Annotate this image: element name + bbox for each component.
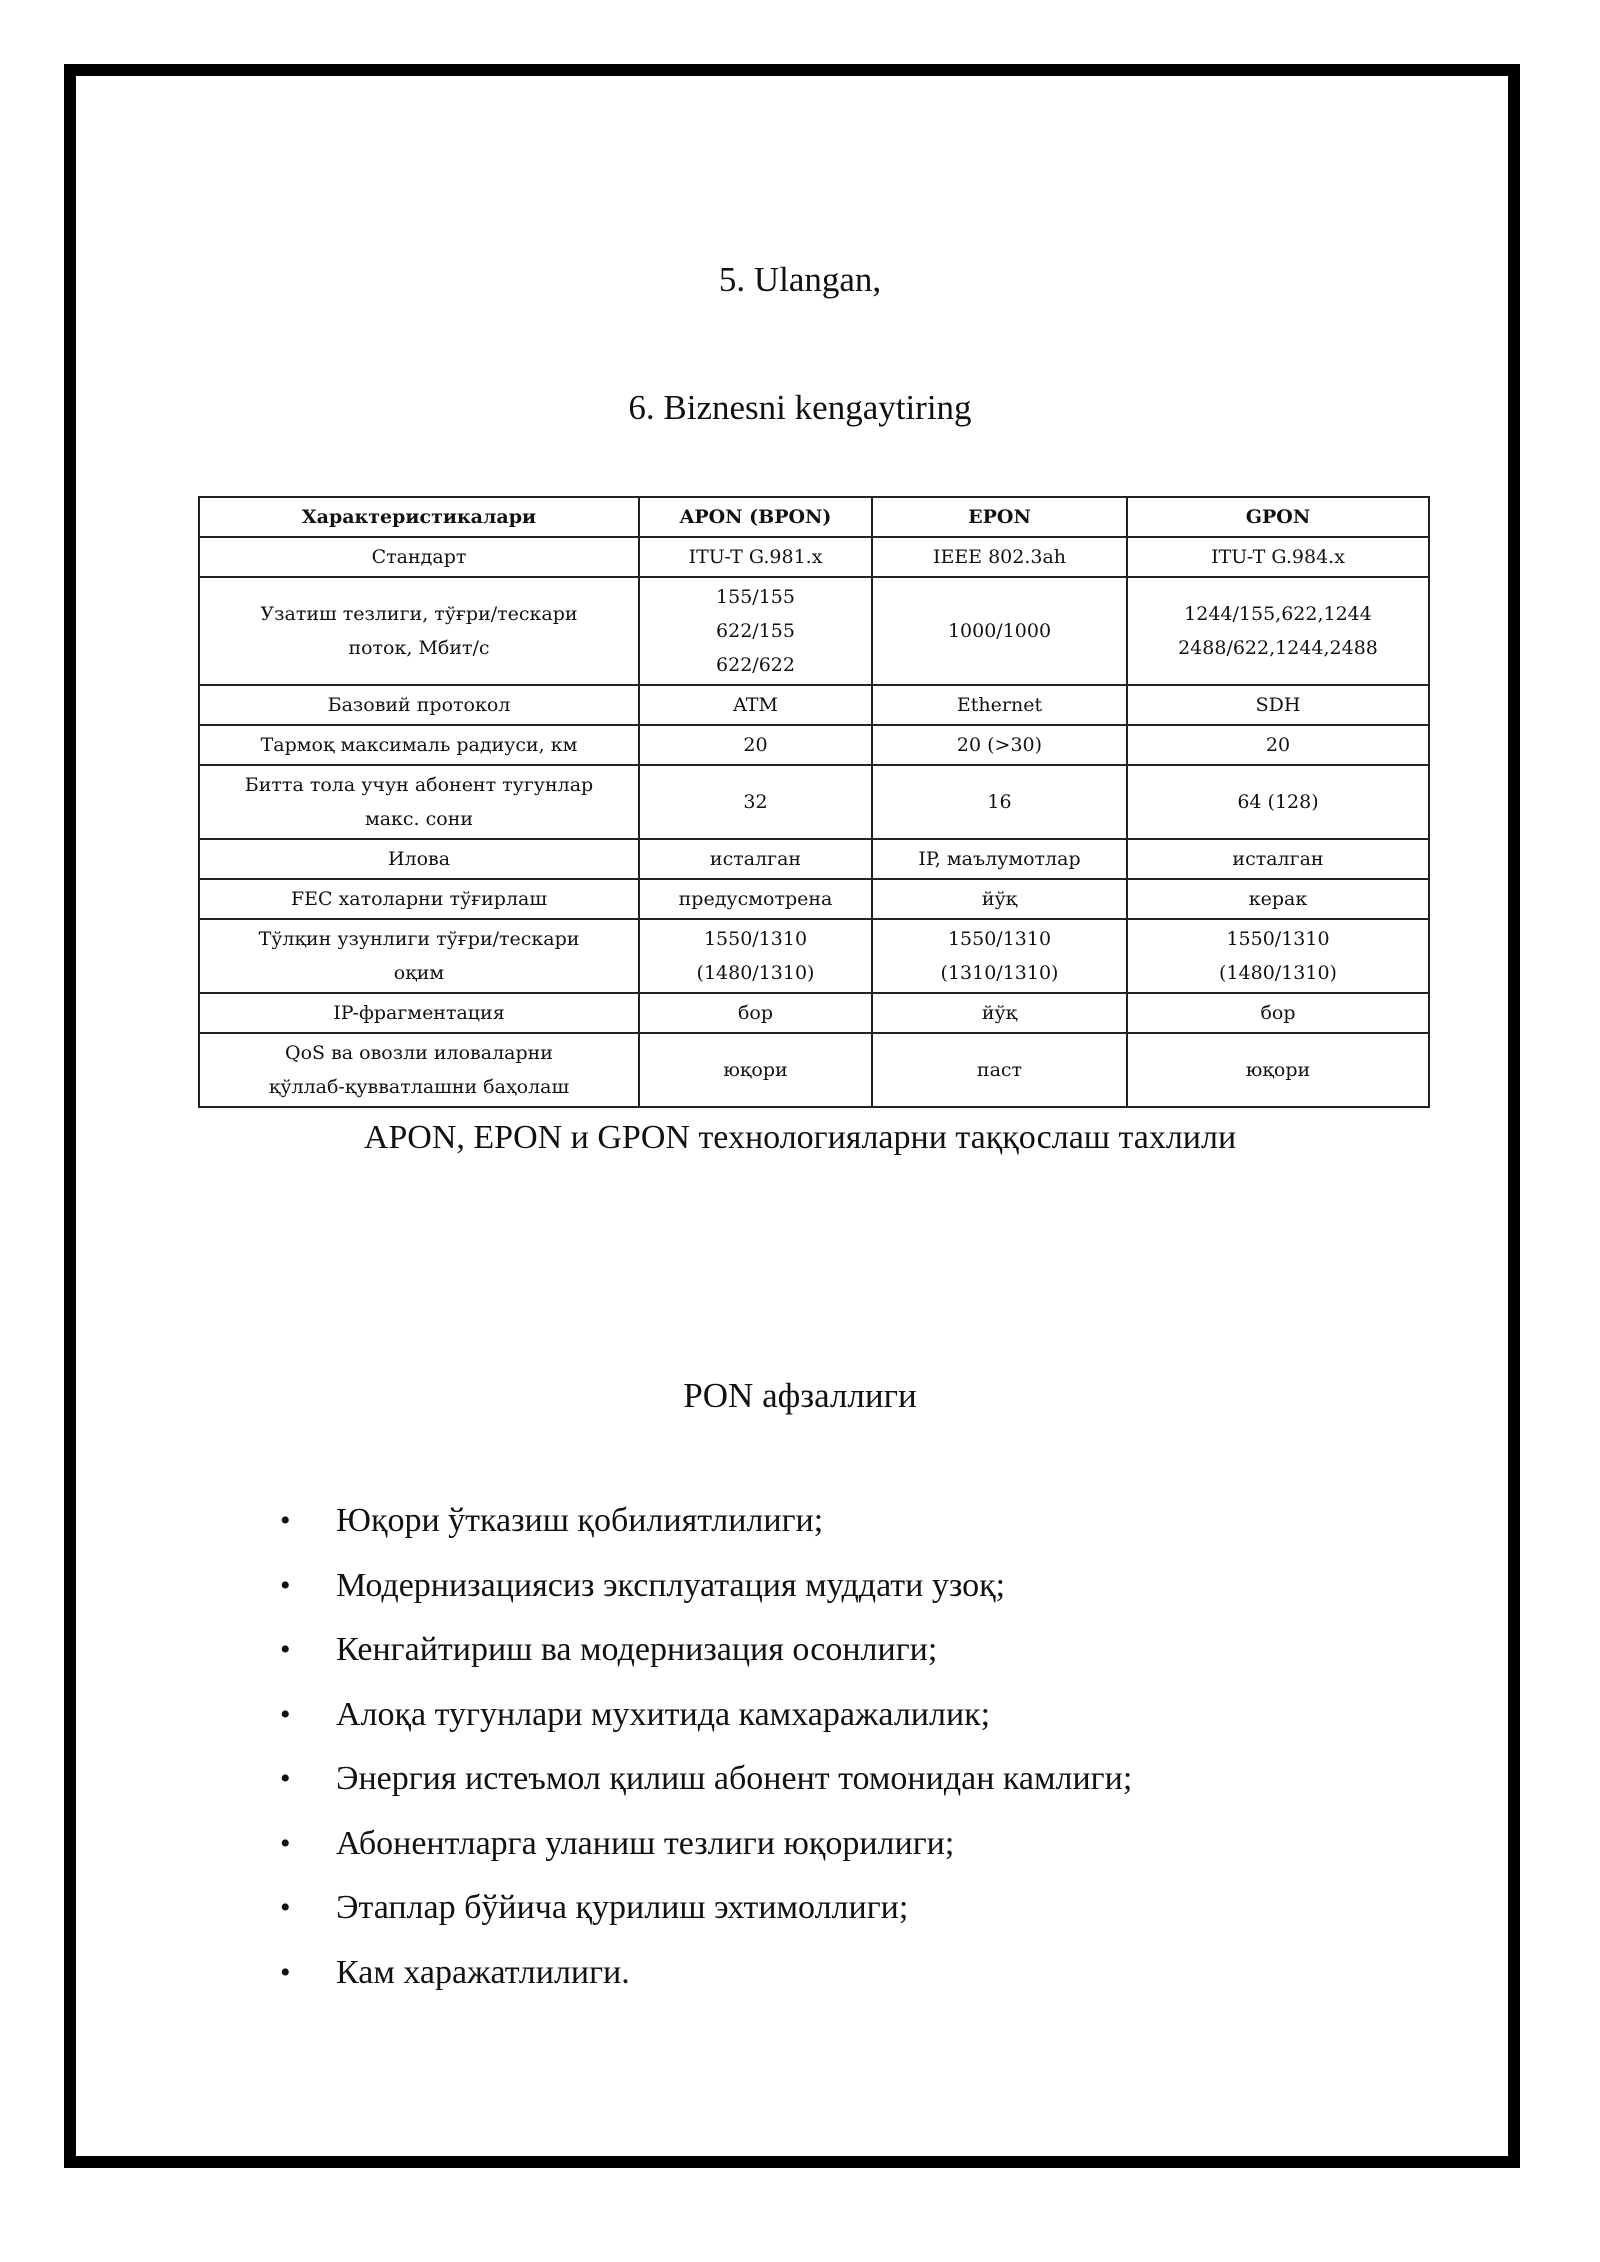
cell-text: Базовий протокол [327,694,511,716]
list-item-text: Кам харажатлилиги. [336,1953,630,1991]
cell-text: 622/155 [716,620,795,642]
table-header-row [199,497,1429,537]
list-item-text: Юқори ўтказиш қобилиятлилиги; [336,1502,824,1539]
header-gpon: GPON [1127,497,1429,537]
bullet-icon: • [280,1568,291,1602]
epon-value [872,1033,1127,1107]
table-row [199,685,1429,725]
list-item [280,1625,1132,1690]
epon-value [872,725,1127,765]
cell-text: 622/622 [716,654,795,676]
cell-text: (1480/1310) [1219,962,1337,984]
cell-text: Ethernet [956,694,1043,716]
cell-text: исталган [709,848,802,870]
cell-text: 20 [743,734,768,756]
list-item [280,1496,1132,1561]
cell-text: 1550/1310 [947,928,1052,950]
gpon-value [1127,919,1429,993]
cell-text: IP, маълумотлар [918,848,1081,870]
cell-text: QoS ва овозли иловаларни [285,1042,553,1064]
cell-text: исталган [1232,848,1324,870]
row-label [199,577,639,685]
gpon-value [1127,577,1429,685]
bullet-icon: • [280,1633,291,1666]
row-label [199,1033,639,1107]
epon-value [872,577,1127,685]
gpon-value [1127,725,1429,765]
cell-text: Битта тола учун абонент тугунлар [244,774,594,796]
row-label [199,919,639,993]
cell-text: Тармоқ максималь радиуси, км [260,734,578,756]
cell-text: 155/155 [716,586,795,608]
table-body [199,537,1429,1107]
row-label [199,725,639,765]
header-epon: EPON [872,497,1127,537]
cell-text: йўқ [981,888,1018,910]
apon-value [639,685,872,725]
header-characteristics: Характеристикалари [199,497,639,537]
list-item [280,1561,1132,1626]
epon-value [872,765,1127,839]
list-item-text: Кенгайтириш ва модернизация осонлиги; [336,1631,938,1668]
cell-text: Стандарт [371,546,467,568]
cell-text: IEEE 802.3ah [932,546,1067,568]
cell-text: 20 [1265,734,1291,756]
cell-text: йўқ [981,1002,1018,1024]
bullet-icon: • [280,1955,291,1989]
comparison-table [198,496,1430,1108]
list-item [280,1690,1132,1755]
cell-text: 16 [987,791,1012,813]
epon-value [872,839,1127,879]
epon-value [872,685,1127,725]
cell-text: ITU-T G.984.x [1211,546,1345,568]
cell-text: 64 (128) [1237,791,1319,813]
list-item [280,1819,1132,1884]
cell-text: оқим [393,962,445,984]
cell-text: 32 [743,791,768,813]
gpon-value [1127,993,1429,1033]
cell-text: 1244/155,622,1244 [1184,603,1372,625]
cell-text: Узатиш тезлиги, тўғри/тескари [260,603,578,625]
list-item [280,1754,1132,1819]
list-item [280,1883,1132,1948]
apon-value [639,537,872,577]
apon-value [639,765,872,839]
cell-text: 1550/1310 [703,928,808,950]
cell-text: IP-фрагментация [333,1002,505,1024]
row-label [199,879,639,919]
bullet-icon: • [280,1891,291,1924]
bullet-icon: • [280,1504,291,1537]
epon-value [872,879,1127,919]
cell-text: бор [1260,1002,1296,1024]
table-row [199,577,1429,685]
header-apon: APON (BPON) [639,497,872,537]
table-row [199,919,1429,993]
table-row [199,765,1429,839]
cell-text: FEC хатоларни тўғирлаш [290,888,548,910]
apon-value [639,993,872,1033]
list-item-text: Этаплар бўйича қурилиш эхтимоллиги; [336,1889,909,1926]
apon-value [639,725,872,765]
cell-text: поток, Мбит/с [348,637,490,659]
cell-text: ITU-T G.981.x [688,546,823,568]
gpon-value [1127,879,1429,919]
apon-value [639,919,872,993]
cell-text: 20 (>30) [956,734,1043,756]
advantages-list [280,1496,1132,2012]
table-row [199,1033,1429,1107]
bullet-icon: • [280,1762,291,1795]
cell-text: SDH [1255,694,1301,716]
table-row [199,537,1429,577]
row-label [199,839,639,879]
cell-text: 1000/1000 [947,620,1052,642]
gpon-value [1127,765,1429,839]
cell-text: 1550/1310 [1226,928,1330,950]
epon-value [872,993,1127,1033]
cell-text: (1310/1310) [940,962,1059,984]
list-item-text: Модернизациясиз эксплуатация муддати узоқ; [336,1566,1006,1604]
table-row [199,993,1429,1033]
heading-biznes: 6. Biznesni kengaytiring [628,388,972,427]
cell-text: макс. сони [364,808,474,830]
apon-value [639,1033,872,1107]
cell-text: қўллаб-қувватлашни баҳолаш [268,1076,570,1098]
gpon-value [1127,839,1429,879]
row-label [199,765,639,839]
row-label [199,993,639,1033]
cell-text: (1480/1310) [696,962,815,984]
gpon-value [1127,685,1429,725]
apon-value [639,577,872,685]
advantages-title: PON афзаллиги [683,1376,917,1415]
cell-text: бор [737,1002,774,1024]
heading-ulangan: 5. Ulangan, [718,260,882,299]
cell-text: Тўлқин узунлиги тўғри/тескари [258,928,580,950]
list-item [280,1948,1132,2013]
cell-text: юқори [1245,1059,1311,1081]
table-row [199,879,1429,919]
apon-value [639,879,872,919]
row-label [199,685,639,725]
bullet-icon: • [280,1697,291,1731]
row-label [199,537,639,577]
list-item-text: Абонентларга уланиш тезлиги юқорилиги; [336,1824,955,1862]
cell-text: Илова [387,848,451,870]
gpon-value [1127,537,1429,577]
table-row [199,725,1429,765]
cell-text: 2488/622,1244,2488 [1178,637,1378,659]
cell-text: керак [1248,888,1308,910]
cell-text: предусмотрена [678,888,833,910]
table-row [199,839,1429,879]
list-item-text: Алоқа тугунлари мухитида камхаражалилик; [336,1695,991,1733]
cell-text: ATM [733,694,778,716]
gpon-value [1127,1033,1429,1107]
table-caption: APON, EPON и GPON технологияларни таққослаш тахлили [363,1119,1237,1156]
cell-text: юқори [723,1059,788,1081]
epon-value [872,919,1127,993]
cell-text: паст [976,1059,1023,1081]
epon-value [872,537,1127,577]
list-item-text: Энергия истеъмол қилиш абонент томонидан камлиги; [336,1760,1133,1797]
apon-value [639,839,872,879]
bullet-icon: • [280,1826,291,1860]
